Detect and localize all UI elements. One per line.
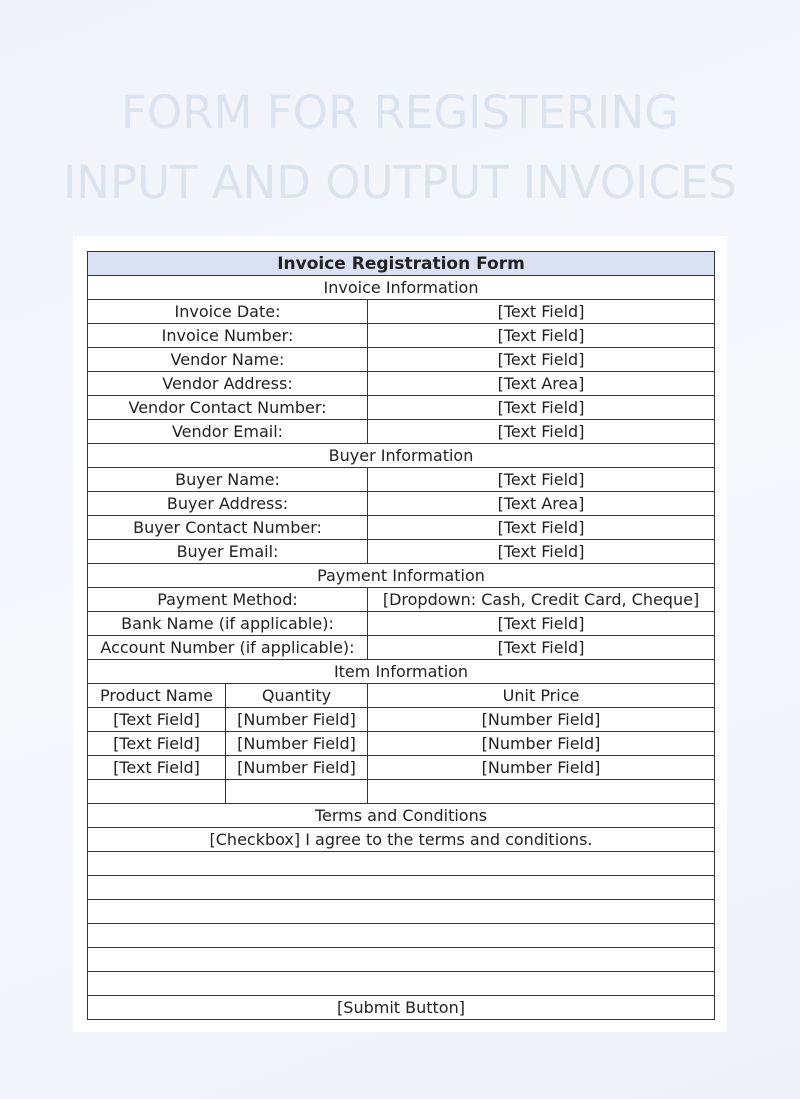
section-title-row (88, 564, 715, 588)
empty-cell (88, 852, 715, 876)
form-row (88, 636, 715, 660)
terms-section-title: Terms and Conditions (88, 804, 715, 828)
item-row (88, 756, 715, 780)
product-name-field[interactable]: [Text Field] (88, 708, 226, 732)
buyer-address-label: Buyer Address: (88, 492, 368, 516)
vendor-contact-number-field[interactable]: [Text Field] (368, 396, 715, 420)
section-title-row (88, 444, 715, 468)
product-name-field[interactable]: [Text Field] (88, 732, 226, 756)
vendor-address-label: Vendor Address: (88, 372, 368, 396)
form-row (88, 300, 715, 324)
quantity-field[interactable]: [Number Field] (226, 756, 368, 780)
unit-price-field[interactable]: [Number Field] (368, 756, 715, 780)
bank-name-label: Bank Name (if applicable): (88, 612, 368, 636)
empty-row (88, 924, 715, 948)
empty-cell (368, 780, 715, 804)
vendor-name-label: Vendor Name: (88, 348, 368, 372)
form-row (88, 324, 715, 348)
quantity-field[interactable]: [Number Field] (226, 708, 368, 732)
form-row (88, 468, 715, 492)
form-row (88, 516, 715, 540)
form-row (88, 492, 715, 516)
quantity-field[interactable]: [Number Field] (226, 732, 368, 756)
invoice-number-field[interactable]: [Text Field] (368, 324, 715, 348)
invoice-date-label: Invoice Date: (88, 300, 368, 324)
form-row (88, 372, 715, 396)
buyer-section-title: Buyer Information (88, 444, 715, 468)
empty-row (88, 852, 715, 876)
item-section-title: Item Information (88, 660, 715, 684)
form-header: Invoice Registration Form (88, 252, 715, 276)
empty-cell (88, 876, 715, 900)
vendor-name-field[interactable]: [Text Field] (368, 348, 715, 372)
vendor-address-field[interactable]: [Text Area] (368, 372, 715, 396)
invoice-section-title: Invoice Information (88, 276, 715, 300)
unit-price-field[interactable]: [Number Field] (368, 732, 715, 756)
page-title-line-2: INPUT AND OUTPUT INVOICES (63, 156, 737, 209)
invoice-registration-form (87, 251, 715, 1020)
empty-cell (88, 924, 715, 948)
item-row (88, 708, 715, 732)
submit-row (88, 996, 715, 1020)
form-row (88, 540, 715, 564)
vendor-email-label: Vendor Email: (88, 420, 368, 444)
empty-row (88, 900, 715, 924)
page-title (0, 78, 800, 218)
unit-price-field[interactable]: [Number Field] (368, 708, 715, 732)
vendor-email-field[interactable]: [Text Field] (368, 420, 715, 444)
page-title-line-1: FORM FOR REGISTERING (121, 86, 679, 139)
buyer-address-field[interactable]: [Text Area] (368, 492, 715, 516)
empty-row (88, 876, 715, 900)
section-title-row (88, 276, 715, 300)
product-name-field[interactable]: [Text Field] (88, 756, 226, 780)
terms-checkbox[interactable]: [Checkbox] I agree to the terms and conditions. (88, 828, 715, 852)
empty-cell (88, 780, 226, 804)
unit-price-column-header: Unit Price (368, 684, 715, 708)
payment-section-title: Payment Information (88, 564, 715, 588)
empty-row (88, 948, 715, 972)
section-title-row (88, 804, 715, 828)
item-row (88, 732, 715, 756)
buyer-email-field[interactable]: [Text Field] (368, 540, 715, 564)
item-header-row (88, 684, 715, 708)
invoice-number-label: Invoice Number: (88, 324, 368, 348)
account-number-label: Account Number (if applicable): (88, 636, 368, 660)
buyer-email-label: Buyer Email: (88, 540, 368, 564)
form-row (88, 348, 715, 372)
vendor-contact-number-label: Vendor Contact Number: (88, 396, 368, 420)
form-header-row (88, 252, 715, 276)
account-number-field[interactable]: [Text Field] (368, 636, 715, 660)
buyer-contact-number-label: Buyer Contact Number: (88, 516, 368, 540)
payment-method-dropdown[interactable]: [Dropdown: Cash, Credit Card, Cheque] (368, 588, 715, 612)
empty-cell (88, 900, 715, 924)
payment-method-label: Payment Method: (88, 588, 368, 612)
empty-cell (226, 780, 368, 804)
quantity-column-header: Quantity (226, 684, 368, 708)
buyer-contact-number-field[interactable]: [Text Field] (368, 516, 715, 540)
empty-cell (88, 972, 715, 996)
bank-name-field[interactable]: [Text Field] (368, 612, 715, 636)
product-name-column-header: Product Name (88, 684, 226, 708)
buyer-name-field[interactable]: [Text Field] (368, 468, 715, 492)
submit-button[interactable]: [Submit Button] (88, 996, 715, 1020)
buyer-name-label: Buyer Name: (88, 468, 368, 492)
terms-row (88, 828, 715, 852)
empty-row (88, 972, 715, 996)
empty-cell (88, 948, 715, 972)
form-row (88, 612, 715, 636)
form-row (88, 396, 715, 420)
invoice-date-field[interactable]: [Text Field] (368, 300, 715, 324)
section-title-row (88, 660, 715, 684)
empty-item-row (88, 780, 715, 804)
form-row (88, 420, 715, 444)
form-row (88, 588, 715, 612)
